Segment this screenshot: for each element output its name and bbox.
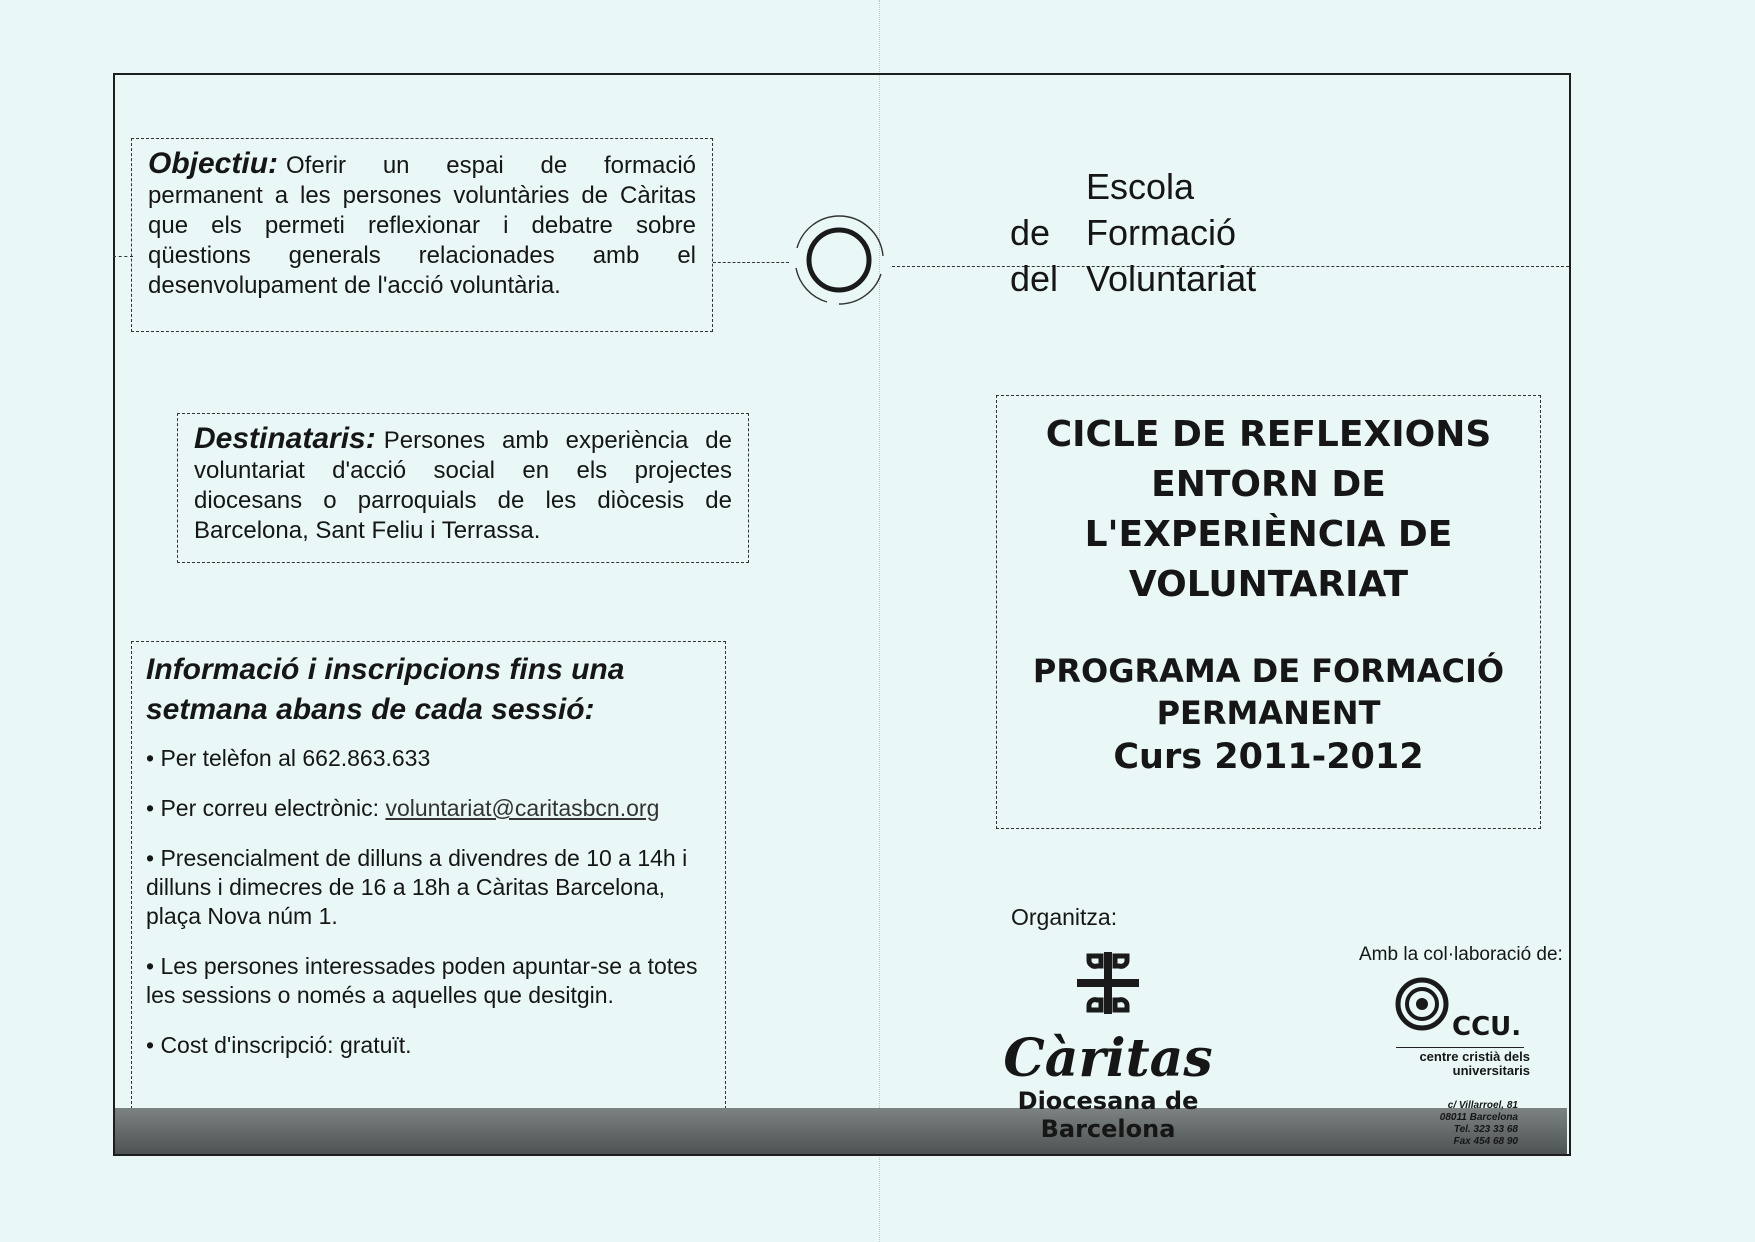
ccu-subtitle <box>1390 1050 1530 1078</box>
ccu-divider <box>1396 1047 1524 1048</box>
ccu-name: CCU. <box>1452 1012 1522 1042</box>
program-title-line: PERMANENT <box>1156 694 1381 732</box>
info-title: Informació i inscripcions fins una setmana abans de cada sessió: <box>146 653 625 726</box>
cycle-title-line: L'EXPERIÈNCIA DE <box>1084 514 1453 555</box>
school-emblem-icon <box>787 208 892 313</box>
school-word-escola: Escola <box>1086 166 1195 207</box>
info-email-label: • Per correu electrònic: <box>146 795 386 821</box>
info-sessions: • Les persones interessades poden apuntar-se a totes les sessions o només a aquelles que desitgin. <box>146 953 698 1008</box>
ccu-address-line: c/ Villarroel, 81 <box>1447 1100 1518 1111</box>
caritas-cross-icon <box>1073 948 1143 1018</box>
school-title-line1 <box>1010 164 1256 210</box>
bottom-bar <box>115 1108 1567 1154</box>
school-word-del: del <box>1010 258 1059 299</box>
ccu-address-line: 08011 Barcelona <box>1439 1112 1518 1123</box>
collaboration-label: Amb la col·laboració de: <box>1359 944 1563 965</box>
school-word-de: de <box>1010 212 1051 253</box>
caritas-logo <box>988 948 1228 1143</box>
destinataris-text: Persones amb experiència de voluntariat d'acció social en els projectes diocesans o parroquials de les diòcesis de Barcelona, Sant Feliu i Terrassa. <box>194 427 732 544</box>
ccu-spiral-icon <box>1394 976 1454 1036</box>
destinataris-paragraph <box>194 424 732 546</box>
course-year: Curs 2011-2012 <box>1113 737 1424 777</box>
ccu-sub1: centre cristià dels <box>1419 1049 1530 1064</box>
info-phone: • Per telèfon al 662.863.633 <box>146 745 431 771</box>
objectiu-paragraph <box>148 149 696 301</box>
caritas-sub1: Diocesana de <box>1017 1087 1199 1115</box>
school-title <box>1010 164 1256 302</box>
destinataris-label: Destinataris: <box>194 422 376 455</box>
ccu-address-line: Tel. 323 33 68 <box>1453 1124 1518 1135</box>
cycle-title-line: VOLUNTARIAT <box>1128 564 1409 605</box>
school-title-line2 <box>1010 210 1256 256</box>
caritas-sub2: Barcelona <box>1040 1115 1176 1143</box>
caritas-name: Càritas <box>1003 1028 1213 1089</box>
school-title-line3 <box>1010 256 1256 302</box>
cycle-title-box <box>996 395 1541 829</box>
info-cost: • Cost d'inscripció: gratuït. <box>146 1032 412 1058</box>
organizer-label: Organitza: <box>1011 904 1118 930</box>
objectiu-box <box>131 138 713 332</box>
program-title-line: PROGRAMA DE FORMACIÓ <box>1032 652 1505 690</box>
info-email-row <box>146 794 711 823</box>
school-word-voluntariat: Voluntariat <box>1086 258 1257 299</box>
ccu-address-line: Fax 454 68 90 <box>1453 1136 1518 1147</box>
objectiu-label: Objectiu: <box>148 147 279 180</box>
info-in-person: • Presencialment de dilluns a divendres de 10 a 14h i dilluns i dimecres de 16 a 18h a Càritas Barcelona, plaça Nova núm 1. <box>146 845 688 929</box>
cycle-title-line: CICLE DE REFLEXIONS <box>1045 414 1492 455</box>
ccu-sub2: universitaris <box>1452 1063 1530 1078</box>
email-link[interactable]: voluntariat@caritasbcn.org <box>385 795 660 821</box>
info-box <box>131 641 726 1129</box>
school-word-formacio: Formació <box>1086 212 1237 253</box>
destinataris-box <box>177 413 749 563</box>
ccu-address <box>1390 1100 1518 1148</box>
connector-middle <box>713 262 789 263</box>
connector-left <box>113 256 133 257</box>
objectiu-text: Oferir un espai de formació permanent a les persones voluntàries de Càritas que els permeti reflexionar i debatre sobre qüestions generals relacionades amb el desenvolupament de l'acció voluntària. <box>148 152 696 299</box>
cycle-title-line: ENTORN DE <box>1151 464 1386 505</box>
